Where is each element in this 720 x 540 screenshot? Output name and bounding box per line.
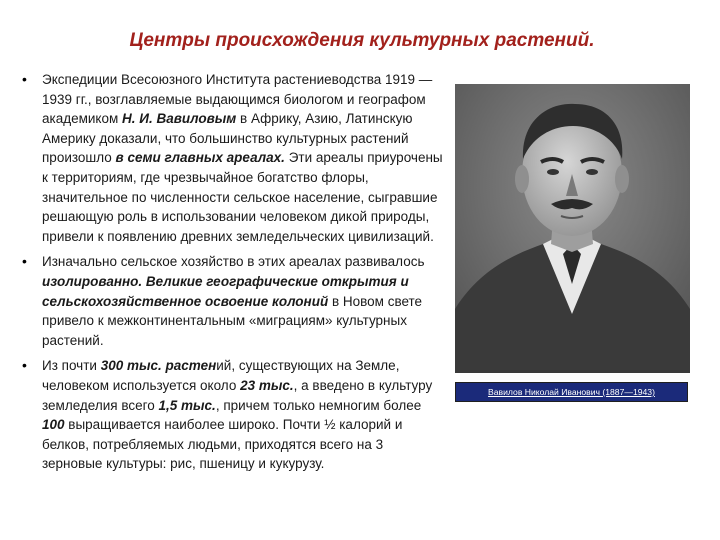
bullet-text bbox=[42, 252, 447, 350]
text-run-bold: в семи главных ареалах. bbox=[115, 150, 285, 166]
bullet-item bbox=[22, 70, 447, 246]
bullet-icon: • bbox=[22, 71, 27, 87]
text-run-bold: 23 тыс. bbox=[240, 377, 294, 393]
bullet-text bbox=[42, 356, 447, 474]
bullet-list bbox=[22, 70, 447, 480]
text-run: ий, существующих на Земле, человеком используется около bbox=[42, 358, 400, 393]
bullet-item bbox=[22, 356, 447, 474]
text-run-bold: изолированно. Великие географические открытия и сельскохозяйственное освоение колоний bbox=[42, 273, 409, 309]
text-run-bold: Н. И. Вавиловым bbox=[122, 111, 237, 127]
portrait-photo bbox=[455, 84, 690, 373]
text-run: Экспедиции Всесоюзного Института растениеводства 1919 —1939 гг., возглавляемые выдающимся биологом и географом академиком bbox=[42, 72, 433, 127]
text-run: Эти ареалы приурочены к территориям, где чрезвычайное богатство флоры, значительное по численности сельское население, сыгравшие решающую роль в использовании человеком дикой природы, привели к появлению древних земледельческих цивилизаций. bbox=[42, 150, 443, 244]
bullet-item bbox=[22, 252, 447, 350]
text-run: Изначально сельское хозяйство в этих ареалах развивалось bbox=[42, 254, 425, 270]
text-run: Из почти bbox=[42, 358, 101, 374]
bullet-text bbox=[42, 70, 447, 246]
text-run: , а введено в культуру земледелия всего bbox=[42, 377, 433, 413]
text-run: выращивается наиболее широко. Почти ½ калорий и белков, потребляемых людьми, приходятся всего на 3 зерновые культуры: рис, пшеницу и кукурузу. bbox=[42, 417, 403, 472]
portrait-illustration bbox=[455, 84, 690, 373]
text-run: , причем только немногим более bbox=[215, 397, 422, 413]
text-run-bold: 1,5 тыс. bbox=[158, 397, 216, 413]
text-run: в Африку, Азию, Латинскую Америку доказали, что большинство культурных растений произошло bbox=[42, 111, 413, 166]
text-run-bold: 300 тыс. растен bbox=[100, 358, 217, 374]
text-run-bold: 100 bbox=[42, 417, 65, 433]
portrait-caption-link[interactable]: Вавилов Николай Иванович (1887—1943) bbox=[455, 382, 688, 402]
bullet-icon: • bbox=[22, 357, 27, 374]
text-run: в Новом свете привело к межконтинентальным «миграциям» культурных растений. bbox=[42, 293, 423, 348]
bullet-icon: • bbox=[22, 253, 27, 270]
slide-title: Центры происхождения культурных растений. bbox=[129, 30, 595, 51]
